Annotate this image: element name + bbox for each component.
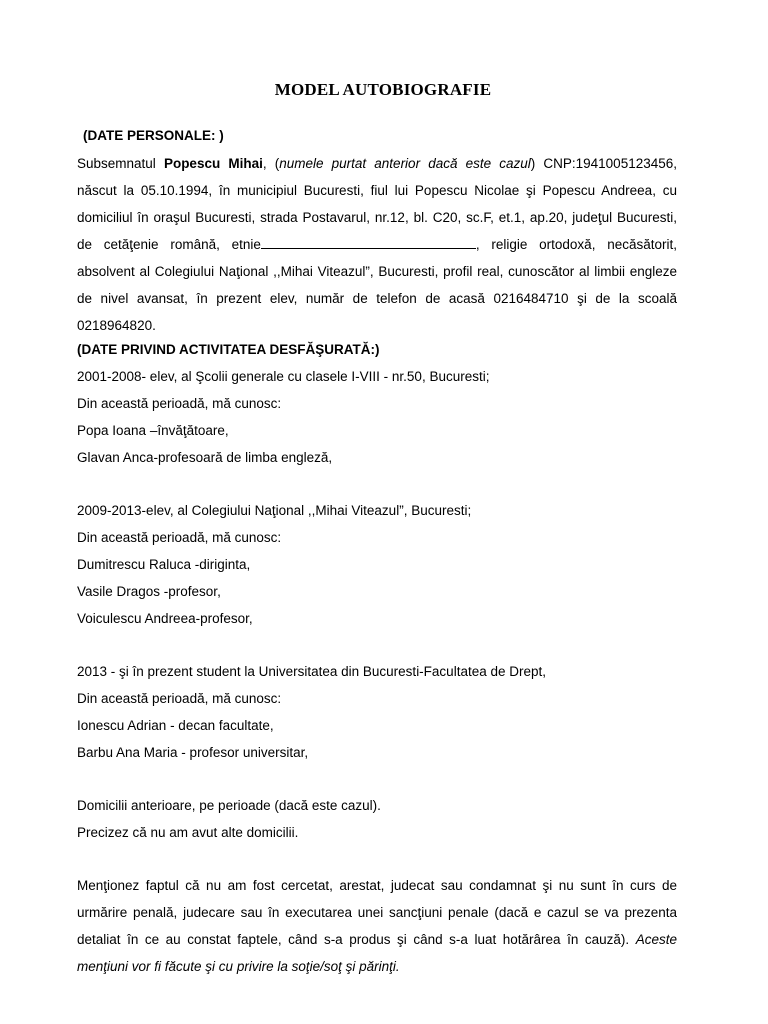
period-2-person: Dumitrescu Raluca -diriginta, (77, 557, 251, 572)
period-3-title: 2013 - şi în prezent student la Universitatea din Bucuresti-Facultatea de Drept, (77, 664, 546, 679)
period-2-intro: Din această perioadă, mă cunosc: (77, 530, 282, 545)
document-title: MODEL AUTOBIOGRAFIE (274, 80, 492, 99)
intro-text: Subsemnatul (77, 156, 164, 171)
period-1-intro: Din această perioadă, mă cunosc: (77, 396, 282, 411)
period-2-title: 2009-2013-elev, al Colegiului Naţional ,,Mihai Viteazul”, Bucuresti; (77, 503, 472, 518)
previous-domiciles-line: Domicilii anterioare, pe perioade (dacă este cazul). (77, 798, 381, 813)
period-2-person: Vasile Dragos -profesor, (77, 584, 221, 599)
period-3-person: Ionescu Adrian - decan facultate, (77, 718, 274, 733)
former-name-note: numele purtat anterior dacă este cazul (279, 156, 531, 171)
closing-italic-note: Aceste menţiuni vor fi făcute şi cu privire la soţie/soţ şi părinţi. (77, 932, 677, 974)
period-1-person: Glavan Anca-profesoară de limba engleză, (77, 450, 333, 465)
personal-data-paragraph (77, 150, 677, 339)
period-1-title: 2001-2008- elev, al Şcolii generale cu clasele I-VIII - nr.50, Bucuresti; (77, 369, 490, 384)
closing-statement (77, 872, 677, 980)
period-2-person: Voiculescu Andreea-profesor, (77, 611, 253, 626)
personal-details-text-continued: , religie ortodoxă, necăsătorit, absolvent al Colegiului Naţional ,,Mihai Viteazul”, Bucuresti, profil real, cunoscător al limbii engleze de nivel avansat, în prezent elev, număr de telefon de acasă 0216484710 şi de la scoală 0218964820. (77, 237, 677, 333)
text-fragment: , ( (262, 156, 280, 171)
personal-details-text: ) CNP:1941005123456, născut la 05.10.1994, în municipiul Bucuresti, fiul lui Popescu Nicolae şi Popescu Andreea, cu domiciliul în oraşul Bucuresti, strada Postavarul, nr.12, bl. C20, sc.F, et.1, ap.20, judeţul Bucuresti, de cetăţenie română, etnie (77, 156, 677, 252)
person-name: Popescu Mihai (163, 156, 263, 171)
period-3-intro: Din această perioadă, mă cunosc: (77, 691, 282, 706)
closing-text: Menţionez faptul că nu am fost cercetat, arestat, judecat sau condamnat şi nu sunt în curs de urmărire penală, judecare sau în executarea unei sancţiuni penale (dacă e cazul se va prezenta detaliat în ce au constat faptele, când s-a produs şi când s-a luat hotărârea în cauză). (77, 878, 677, 947)
period-1-person: Popa Ioana –învăţătoare, (77, 423, 229, 438)
ethnicity-blank-line (261, 236, 476, 249)
activity-header: (DATE PRIVIND ACTIVITATEA DESFĂŞURATĂ:) (77, 342, 380, 357)
no-other-domiciles-line: Precizez că nu am avut alte domicilii. (77, 825, 299, 840)
period-3-person: Barbu Ana Maria - profesor universitar, (77, 745, 309, 760)
personal-data-header: (DATE PERSONALE: ) (83, 128, 224, 143)
